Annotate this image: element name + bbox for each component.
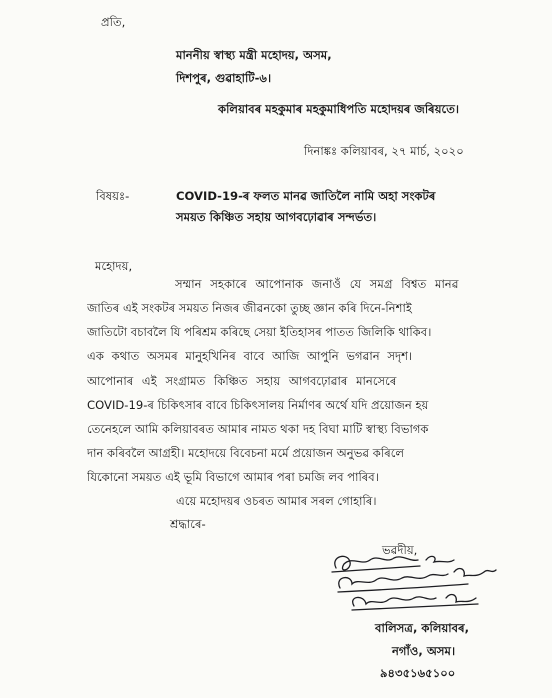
handwritten-signatures [318, 548, 508, 620]
address-line-2: নগাঁও, অসম। [392, 644, 456, 658]
subject-line-1: COVID-19-ৰ ফলত মানৱ জাতিলৈ নামি অহা সংকটৰ [176, 189, 436, 203]
addressee-line-2: দিশপুৰ, গুৱাহাটি-৬। [176, 71, 272, 85]
body-line: COVID-19-ৰ চিকিৎসাৰ বাবে চিকিৎসালয় নিৰ্মাণৰ অৰ্থে যদি প্ৰয়োজন হয় [87, 398, 429, 412]
salutation-to: প্ৰতি, [101, 15, 126, 29]
phone-number: ৯৪৩৫১৬৫১০০ [380, 666, 456, 680]
regards: শ্ৰদ্ধাৰে- [170, 517, 206, 531]
date-line: দিনাঙ্কঃ কলিয়াবৰ, ২৭ মাৰ্চ, ২০২০ [304, 144, 464, 158]
closing-line: এয়ে মহোদয়ৰ ওচৰত আমাৰ সৰল গোহাৰি। [176, 494, 377, 508]
body-line: যিকোনো সময়ত এই ভূমি বিভাগে আমাৰ পৰা চমজি লব পাৰিব। [87, 470, 379, 484]
body-line: জাতিৰ এই সংকটৰ সময়ত নিজৰ জীৱনকো তুচ্ছ জ্ঞান কৰি দিনে-নিশাই [87, 301, 412, 315]
body-line: সম্মান সহকাৰে আপোনাক জনাওঁ যে সমগ্ৰ বিশ্বত মানৱ [175, 277, 459, 291]
body-line: আপোনাৰ এই সংগ্ৰামত কিঞ্চিত সহায় আগবঢ়োৱাৰ মানসেৰে [87, 374, 397, 388]
greeting: মহোদয়, [95, 259, 133, 273]
subject-line-2: সময়ত কিঞ্চিত সহায় আগবঢ়োৱাৰ সন্দৰ্ভত। [176, 210, 377, 224]
addressee-line-1: মাননীয় স্বাস্থ্য মন্ত্ৰী মহোদয়, অসম, [176, 48, 332, 62]
subject-label: বিষয়ঃ- [96, 189, 130, 203]
body-line: তেনেহলে আমি কলিয়াবৰত আমাৰ নামত থকা দহ বিঘা মাটি স্বাস্থ্য বিভাগক [87, 422, 429, 436]
through-line: কলিয়াবৰ মহকুমাৰ মহকুমাধিপতি মহোদয়ৰ জৰিয়তে। [218, 102, 460, 116]
body-line: এক কথাত অসমৰ মানুহখিনিৰ বাবে আজি আপুনি ভগৱান সদৃশ। [87, 349, 413, 363]
body-line: দান কৰিবলৈ আগ্ৰহী। মহোদয়ে বিবেচনা মৰ্মে প্ৰয়োজন অনুভৱ কৰিলে [87, 446, 405, 460]
address-line-1: বালিসত্ৰ, কলিয়াবৰ, [375, 621, 470, 635]
yours-faithfully: ভৱদীয়, [382, 543, 418, 557]
body-line: জাতিটো বচাবলৈ যি পৰিশ্ৰম কৰিছে সেয়া ইতিহাসৰ পাতত জিলিকি থাকিব। [87, 325, 432, 339]
